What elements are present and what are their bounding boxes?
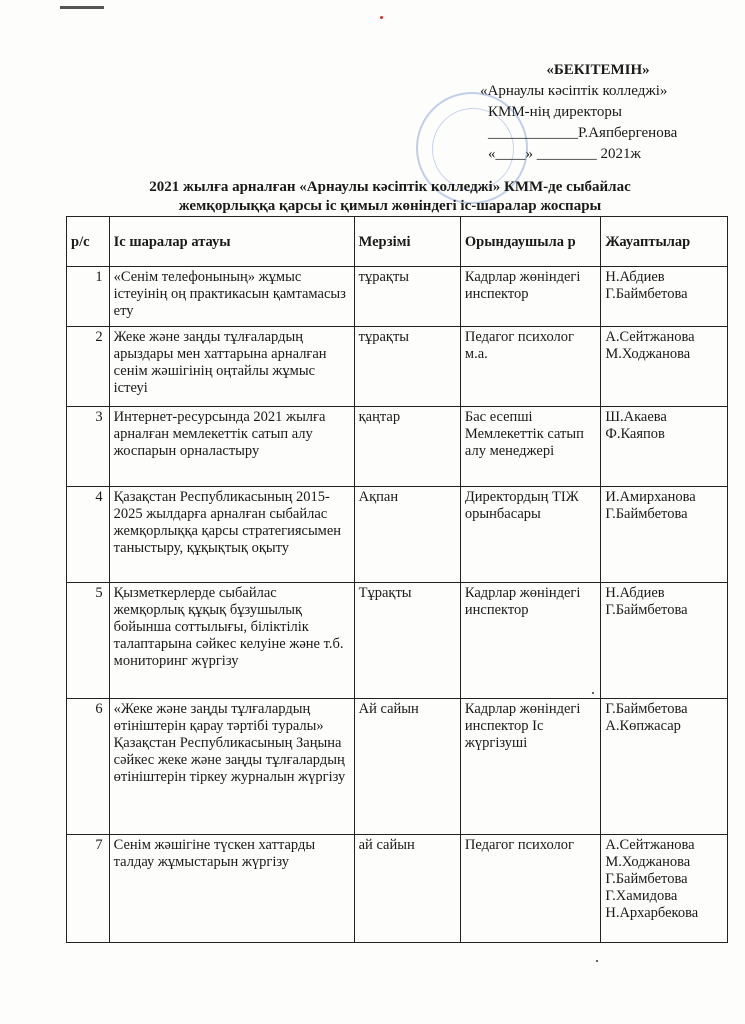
row-term: Ақпан [354, 487, 460, 583]
approval-block [448, 60, 718, 165]
row-term: Ай сайын [354, 699, 460, 835]
responsible-person: Г.Баймбетова [605, 602, 688, 618]
row-responsible [601, 327, 728, 407]
row-term: тұрақты [354, 267, 460, 327]
responsible-person: Г.Баймбетова [605, 506, 688, 522]
approval-date: «____» ________ 2021ж [488, 146, 641, 162]
table-row [67, 583, 728, 699]
row-responsible [601, 267, 728, 327]
table-row [67, 835, 728, 943]
row-executor: Кадрлар жөніндегі инспектор [460, 267, 600, 327]
row-term: тұрақты [354, 327, 460, 407]
row-name: «Сенім телефонының» жұмыс істеуінің оң практикасын қамтамасыз ету [109, 267, 354, 327]
title-line-2: жемқорлыққа қарсы іс қимыл жөніндегі іс-шаралар жоспары [178, 198, 602, 214]
responsible-person: Ш.Акаева [605, 409, 667, 425]
row-executor: Педагог психолог м.а. [460, 327, 600, 407]
header-num: р/с [67, 217, 110, 267]
row-name: Сенім жәшігіне түскен хаттарды талдау жұмыстарын жүргізу [109, 835, 354, 943]
scan-mark [592, 692, 594, 694]
approval-heading: «БЕКІТЕМІН» [546, 62, 650, 78]
row-name: «Жеке және заңды тұлғалардың өтініштерін қарау тәртібі туралы» Қазақстан Республикасының Заңына сәйкес жеке және заңды тұлғалардың өтініштерін тіркеу журналын жүргізу [109, 699, 354, 835]
row-executor: Педагог психолог [460, 835, 600, 943]
responsible-person: Г.Баймбетова [605, 701, 688, 717]
title-line-1: 2021 жылға арналған «Арнаулы кәсіптік колледжі» КММ-де сыбайлас [149, 179, 631, 195]
responsible-person: Г.Баймбетова [605, 286, 688, 302]
responsible-person: М.Ходжанова [605, 854, 691, 870]
scan-mark [380, 16, 383, 19]
table-row [67, 407, 728, 487]
row-num: 7 [67, 835, 110, 943]
plan-table [66, 216, 728, 943]
responsible-person: Н.Архарбекова [605, 905, 699, 921]
row-executor: Бас есепші Мемлекеттік сатып алу менеджері [460, 407, 600, 487]
responsible-person: Ф.Каяпов [605, 426, 665, 442]
row-name: Жеке және заңды тұлғалардың арыздары мен хаттарына арналған сенім жәшігінің оңтайлы жұмыс істеуі [109, 327, 354, 407]
row-responsible [601, 487, 728, 583]
row-executor: Кадрлар жөніндегі инспектор Іс жүргізуші [460, 699, 600, 835]
header-executor: Орындаушыла р [460, 217, 600, 267]
header-responsible: Жауаптылар [601, 217, 728, 267]
row-responsible [601, 699, 728, 835]
responsible-person: Н.Абдиев [605, 269, 665, 285]
row-term: қаңтар [354, 407, 460, 487]
approval-org: «Арнаулы кәсіптік колледжі» [480, 83, 668, 99]
row-num: 6 [67, 699, 110, 835]
responsible-person: Г.Хамидова [605, 888, 678, 904]
row-num: 4 [67, 487, 110, 583]
row-term: Тұрақты [354, 583, 460, 699]
row-name: Қызметкерлерде сыбайлас жемқорлық құқық бұзушылық бойынша соттылығы, біліктілік талаптарына сәйкес келуіне және т.б. мониторинг жүргізу [109, 583, 354, 699]
scan-mark [596, 960, 598, 962]
row-name: Интернет-ресурсында 2021 жылға арналған мемлекеттік сатып алу жоспарын орналастыру [109, 407, 354, 487]
table-row [67, 327, 728, 407]
row-responsible [601, 835, 728, 943]
table-row [67, 487, 728, 583]
table-header-row [67, 217, 728, 267]
approval-position: КММ-нің директоры [488, 104, 622, 120]
table-row [67, 699, 728, 835]
responsible-person: И.Амирханова [605, 489, 696, 505]
responsible-person: А.Көпжасар [605, 718, 681, 734]
row-name: Қазақстан Республикасының 2015-2025 жылдарға арналған сыбайлас жемқорлыққа қарсы стратегиясымен таныстыру, құқықтық оқыту [109, 487, 354, 583]
row-num: 5 [67, 583, 110, 699]
document-title [70, 178, 710, 216]
responsible-person: М.Ходжанова [605, 346, 691, 362]
responsible-person: Г.Баймбетова [605, 871, 688, 887]
row-num: 1 [67, 267, 110, 327]
row-term: ай сайын [354, 835, 460, 943]
row-num: 3 [67, 407, 110, 487]
header-name: Іс шаралар атауы [109, 217, 354, 267]
approval-signature: ____________Р.Аяпбергенова [488, 125, 678, 141]
responsible-person: А.Сейтжанова [605, 837, 695, 853]
header-term: Мерзімі [354, 217, 460, 267]
row-responsible [601, 583, 728, 699]
row-executor: Кадрлар жөніндегі инспектор [460, 583, 600, 699]
responsible-person: А.Сейтжанова [605, 329, 695, 345]
row-executor: Директордың ТІЖ орынбасары [460, 487, 600, 583]
scan-mark [60, 6, 104, 9]
table-row [67, 267, 728, 327]
row-responsible [601, 407, 728, 487]
responsible-person: Н.Абдиев [605, 585, 665, 601]
row-num: 2 [67, 327, 110, 407]
